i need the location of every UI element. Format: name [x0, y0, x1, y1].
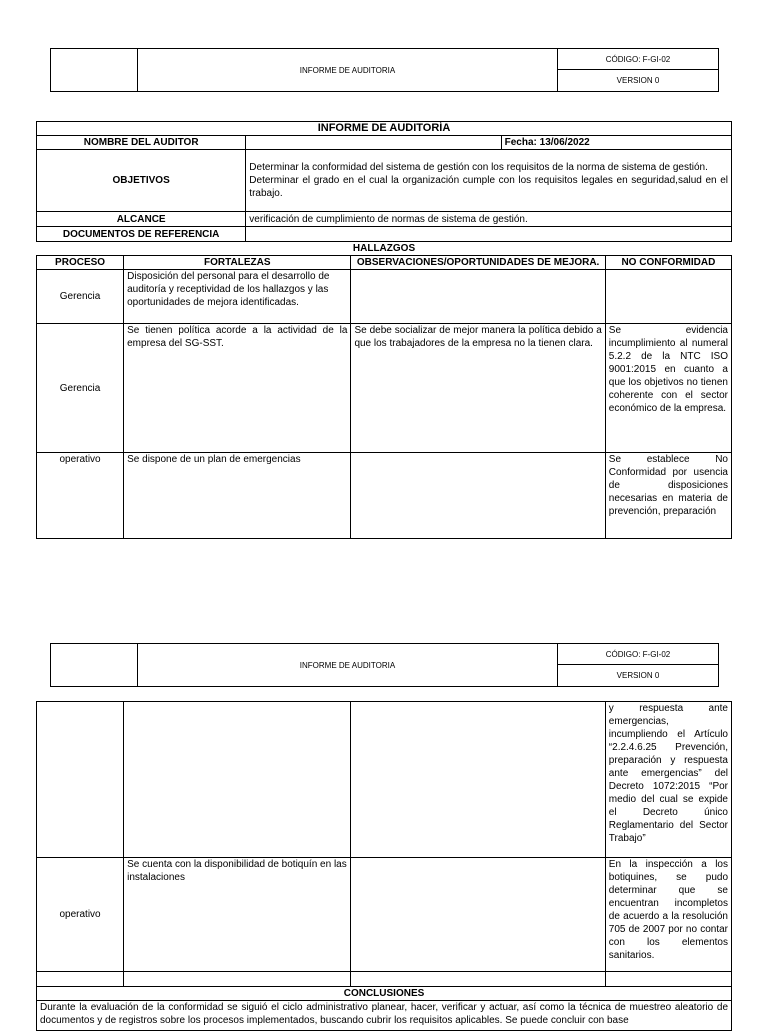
row-process: [37, 702, 124, 858]
row-process: operativo: [37, 858, 124, 972]
empty-cell: [37, 972, 124, 987]
auditor-label: NOMBRE DEL AUDITOR: [37, 136, 246, 150]
objectives-value: [246, 150, 732, 212]
report-title: INFORME DE AUDITORÍA: [37, 122, 732, 136]
scope-value: verificación de cumplimiento de normas de sistema de gestión.: [246, 212, 732, 227]
row-nonconformity: Se establece No Conformidad por usencia de disposiciones necesarias en materia de prevención, preparación: [605, 453, 731, 539]
row-strengths: Disposición del personal para el desarrollo de auditoría y receptividad de los hallazgos y las oportunidades de mejora identificadas.: [124, 270, 351, 324]
report-date: Fecha: 13/06/2022: [501, 136, 731, 150]
conclusions-text: Durante la evaluación de la conformidad se siguió el ciclo administrativo planear, hacer, verificar y actuar, así como la técnica de muestreo aleatorio de documentos y de registros sobre los procesos implementados, buscando cubrir los requisitos aplicables. Se puede concluir con base: [37, 1001, 732, 1031]
page-header: [50, 48, 719, 92]
table-row: [37, 972, 732, 987]
row-process: Gerencia: [37, 324, 124, 453]
row-nonconformity: En la inspección a los botiquines, se pudo determinar que se encuentran incompletos de acuerdo a la resolución 705 de 2007 por no contar con los elementos sanitarios.: [605, 858, 731, 972]
logo-cell: [51, 644, 138, 687]
row-nonconformity: y respuesta ante emergencias, incumpliendo el Artículo “2.2.4.6.25 Prevención, preparación y respuesta ante emergencias” del Decreto 1072:2015 “Por medio del cual se expide el Decreto único Reglamentario del Sector Trabajo”: [605, 702, 731, 858]
col-strengths: FORTALEZAS: [124, 256, 351, 270]
report-table: [36, 121, 732, 539]
row-nonconformity: [605, 270, 731, 324]
table-row: [37, 324, 732, 453]
header-title: INFORME DE AUDITORIA: [138, 644, 558, 687]
conclusions-title: CONCLUSIONES: [37, 987, 732, 1001]
row-strengths: Se tienen política acorde a la actividad de la empresa del SG-SST.: [124, 324, 351, 453]
header-version: VERSION 0: [558, 70, 719, 92]
table-row: [37, 270, 732, 324]
empty-cell: [605, 972, 731, 987]
row-nonconformity: Se evidencia incumplimiento al numeral 5.2.2 de la NTC ISO 9001:2015 en cuanto a que los objetivos no tienen coherente con el sector económico de la empresa.: [605, 324, 731, 453]
row-observations: Se debe socializar de mejor manera la política debido a que los trabajadores de la empresa no la tienen clara.: [351, 324, 605, 453]
table-row: [37, 702, 732, 858]
header-code: CÓDIGO: F-GI-02: [558, 644, 719, 665]
scope-label: ALCANCE: [37, 212, 246, 227]
row-observations: [351, 453, 605, 539]
header-title: INFORME DE AUDITORIA: [138, 49, 558, 92]
table-row: [37, 453, 732, 539]
col-nonconformity: NO CONFORMIDAD: [605, 256, 731, 270]
objectives-label: OBJETIVOS: [37, 150, 246, 212]
objective-1: Determinar la conformidad del sistema de gestión con los requisitos de la norma de sistema de gestión.: [249, 162, 708, 173]
header-code: CÓDIGO: F-GI-02: [558, 49, 719, 70]
col-process: PROCESO: [37, 256, 124, 270]
objective-2: Determinar el grado en el cual la organización cumple con los requisitos legales en seguridad,salud en el trabajo.: [249, 175, 728, 199]
logo-cell: [51, 49, 138, 92]
row-process: operativo: [37, 453, 124, 539]
findings-continuation-table: [36, 701, 732, 1031]
empty-cell: [124, 972, 351, 987]
col-observations: OBSERVACIONES/OPORTUNIDADES DE MEJORA.: [351, 256, 605, 270]
table-row: [37, 858, 732, 972]
row-strengths: [124, 702, 351, 858]
docs-label: DOCUMENTOS DE REFERENCIA: [37, 227, 246, 242]
row-process: Gerencia: [37, 270, 124, 324]
page-header-2: [50, 643, 719, 687]
row-strengths: Se dispone de un plan de emergencias: [124, 453, 351, 539]
empty-cell: [351, 972, 605, 987]
header-version: VERSION 0: [558, 665, 719, 687]
row-strengths: Se cuenta con la disponibilidad de botiquín en las instalaciones: [124, 858, 351, 972]
auditor-value: [246, 136, 501, 150]
row-observations: [351, 702, 605, 858]
docs-value: [246, 227, 732, 242]
row-observations: [351, 270, 605, 324]
row-observations: [351, 858, 605, 972]
findings-title: HALLAZGOS: [37, 242, 732, 256]
